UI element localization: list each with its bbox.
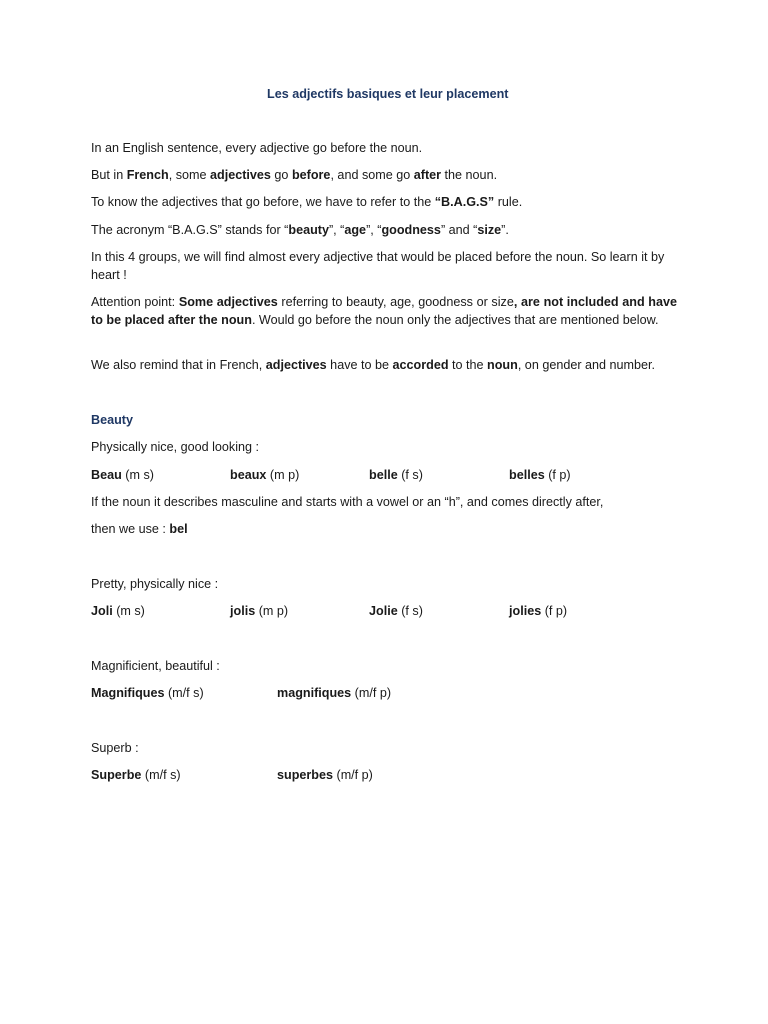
bold-run: after [413, 168, 442, 182]
text-run: ” and “ [440, 223, 478, 237]
text-run: rule. [494, 195, 523, 209]
text-run: . Would go before the noun only the adjectives that are mentioned below. [251, 312, 659, 327]
text-run: To know the adjectives that go before, we have to refer to the [91, 195, 435, 209]
form-cell [91, 767, 181, 783]
text-run: have to be [326, 358, 393, 372]
text-run: , and some go [330, 168, 414, 182]
form-word: Beau [91, 468, 122, 482]
form-cell [91, 467, 154, 483]
text-run: referring to beauty, age, goodness or size [277, 295, 514, 309]
text-run: , on gender and number. [517, 358, 656, 372]
form-cell [277, 685, 391, 701]
forms-row-joli [91, 603, 677, 619]
form-word: Jolie [369, 604, 398, 618]
group-label-good-looking: Physically nice, good looking : [91, 440, 260, 454]
text-run: ”, “ [328, 223, 345, 237]
form-cell [91, 603, 145, 619]
form-word: jolis [230, 604, 256, 618]
form-cell [509, 603, 567, 619]
intro-paragraph-6 [91, 294, 677, 329]
form-word: jolies [509, 604, 542, 618]
intro-paragraph-2 [91, 167, 677, 185]
form-word: Superbe [91, 768, 142, 782]
form-word: belle [369, 468, 398, 482]
form-tag: (m p) [266, 468, 300, 482]
form-tag: (f s) [397, 604, 423, 618]
bold-run: adjectives [210, 168, 271, 182]
bold-run: size [477, 223, 502, 237]
note-vowel-rule: If the noun it describes masculine and starts with a vowel or an “h”, and comes directly after, [91, 495, 604, 509]
intro-paragraph-7 [91, 357, 677, 375]
intro-paragraph-1: In an English sentence, every adjective go before the noun. [91, 141, 423, 155]
note-bel [91, 521, 188, 537]
intro-paragraph-4 [91, 222, 677, 240]
bold-run: bel [169, 522, 188, 536]
bold-run: French [126, 168, 169, 182]
text-run: the noun. [441, 168, 498, 182]
form-word: Magnifiques [91, 686, 165, 700]
form-tag: (m/f s) [141, 768, 181, 782]
text-run: Attention point: [91, 295, 179, 309]
form-tag: (m p) [255, 604, 289, 618]
form-tag: (f p) [541, 604, 568, 618]
form-cell [509, 467, 571, 483]
form-cell [230, 603, 288, 619]
form-tag: (m s) [121, 468, 154, 482]
forms-row-magnifique [91, 685, 677, 701]
form-cell [369, 603, 423, 619]
form-word: magnifiques [277, 686, 352, 700]
form-tag: (m/f p) [333, 768, 373, 782]
intro-paragraph-5: In this 4 groups, we will find almost every adjective that would be placed before the noun. So learn it by heart ! [91, 250, 665, 282]
group-label-superb: Superb : [91, 741, 139, 755]
bold-run: age [344, 223, 367, 237]
text-run: go [270, 168, 292, 182]
text-run: The acronym “B.A.G.S” stands for “ [91, 223, 289, 237]
bold-run: , are not included and have to be placed after the noun [91, 295, 677, 327]
form-cell [369, 467, 423, 483]
intro-paragraph-3 [91, 194, 677, 212]
bold-run: Some adjectives [178, 295, 278, 309]
form-tag: (f s) [397, 468, 423, 482]
text-run: ”. [501, 223, 509, 237]
forms-row-beau [91, 467, 677, 483]
form-tag: (f p) [544, 468, 571, 482]
forms-row-superbe [91, 767, 677, 783]
form-tag: (m/f s) [164, 686, 204, 700]
form-word: beaux [230, 468, 267, 482]
form-word: Joli [91, 604, 113, 618]
text-run: , some [168, 168, 210, 182]
text-run: then we use : [91, 522, 170, 536]
text-run: to the [448, 358, 488, 372]
group-label-magnificent: Magnificient, beautiful : [91, 659, 220, 673]
bold-run: beauty [288, 223, 329, 237]
bold-run: “B.A.G.S” [434, 195, 495, 209]
page-title: Les adjectifs basiques et leur placement [267, 87, 509, 101]
text-run: ”, “ [366, 223, 382, 237]
section-heading-beauty: Beauty [91, 413, 133, 427]
form-cell [277, 767, 373, 783]
form-tag: (m s) [112, 604, 145, 618]
bold-run: adjectives [265, 358, 327, 372]
form-word: belles [509, 468, 545, 482]
group-label-pretty: Pretty, physically nice : [91, 577, 219, 591]
form-cell [230, 467, 299, 483]
bold-run: accorded [392, 358, 449, 372]
form-word: superbes [277, 768, 333, 782]
bold-run: before [291, 168, 331, 182]
bold-run: goodness [381, 223, 441, 237]
text-run: But in [91, 168, 127, 182]
form-tag: (m/f p) [351, 686, 392, 700]
form-cell [91, 685, 204, 701]
text-run: We also remind that in French, [91, 358, 266, 372]
bold-run: noun [487, 358, 518, 372]
